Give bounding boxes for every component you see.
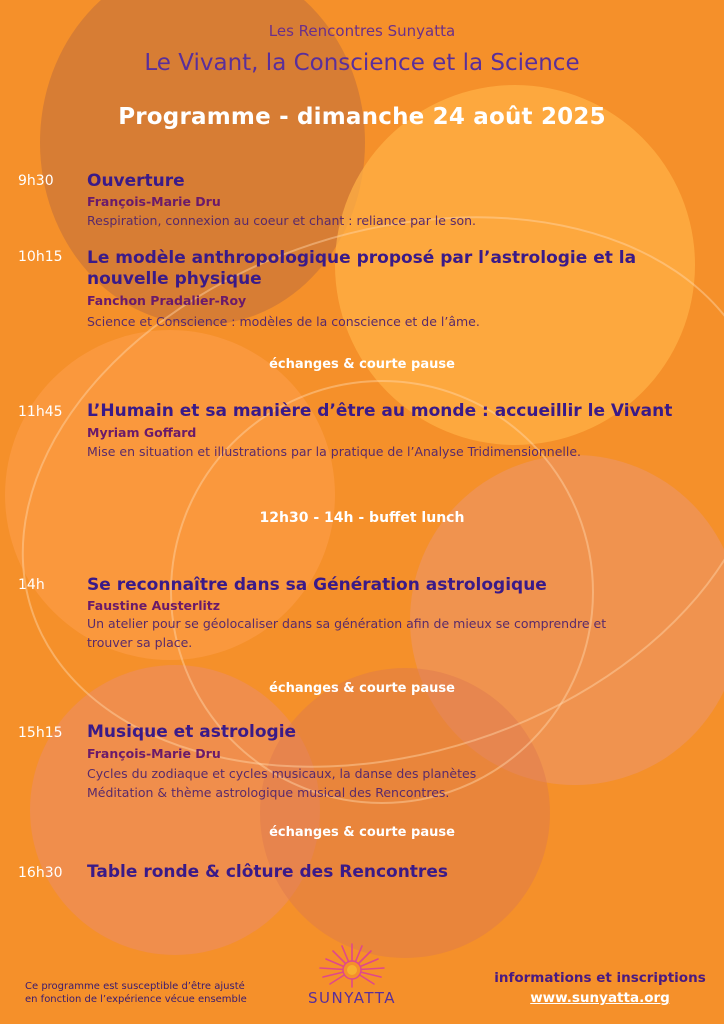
break-label: échanges & courte pause xyxy=(269,825,455,840)
session-time: 10h15 xyxy=(18,249,63,265)
session-title: Musique et astrologie xyxy=(87,722,297,742)
session-description: Mise en situation et illustrations par la pratique de l’Analyse Tridimensionnelle. xyxy=(87,444,582,459)
website-link[interactable]: www.sunyatta.org xyxy=(530,990,670,1006)
session-title: Ouverture xyxy=(87,171,185,191)
info-label: informations et inscriptions xyxy=(494,970,706,986)
session-time: 9h30 xyxy=(18,173,54,189)
session-speaker: François-Marie Dru xyxy=(87,746,221,761)
session-title: Table ronde & clôture des Rencontres xyxy=(87,862,448,882)
session-time: 16h30 xyxy=(18,865,63,881)
disclaimer-line: Ce programme est susceptible d’être ajusté xyxy=(25,981,245,992)
session-speaker: Myriam Goffard xyxy=(87,425,197,440)
session-description: Un atelier pour se géolocaliser dans sa génération afin de mieux se comprendre et trouver sa place. xyxy=(87,616,607,650)
break-label: échanges & courte pause xyxy=(269,681,455,696)
session-time: 11h45 xyxy=(18,404,63,420)
programme-date-heading: Programme - dimanche 24 août 2025 xyxy=(118,104,606,130)
session-time: 15h15 xyxy=(18,725,63,741)
disclaimer xyxy=(25,980,285,1006)
session-title: Se reconnaître dans sa Génération astrologique xyxy=(87,575,547,595)
event-title: Le Vivant, la Conscience et la Science xyxy=(144,50,580,76)
disclaimer-line: en fonction de l’expérience vécue ensemble xyxy=(25,994,247,1005)
break-label: échanges & courte pause xyxy=(269,357,455,372)
session-title: L’Humain et sa manière d’être au monde : accueillir le Vivant xyxy=(87,401,673,421)
session-title: Le modèle anthropologique proposé par l’astrologie et la nouvelle physique xyxy=(87,248,637,289)
session-description: Respiration, connexion au coeur et chant : reliance par le son. xyxy=(87,213,476,228)
session-description-line: Cycles du zodiaque et cycles musicaux, la danse des planètes xyxy=(87,766,477,781)
lunch-break-label: 12h30 - 14h - buffet lunch xyxy=(259,510,465,526)
logo-wordmark: SUNYATTA xyxy=(308,989,396,1007)
session-description: Science et Conscience : modèles de la conscience et de l’âme. xyxy=(87,314,480,329)
organization-name: Les Rencontres Sunyatta xyxy=(268,22,456,40)
session-speaker: Fanchon Pradalier-Roy xyxy=(87,293,247,308)
session-description-line: Méditation & thème astrologique musical des Rencontres. xyxy=(87,785,450,800)
session-time: 14h xyxy=(18,577,45,593)
session-speaker: François-Marie Dru xyxy=(87,194,221,209)
session-speaker: Faustine Austerlitz xyxy=(87,598,221,613)
